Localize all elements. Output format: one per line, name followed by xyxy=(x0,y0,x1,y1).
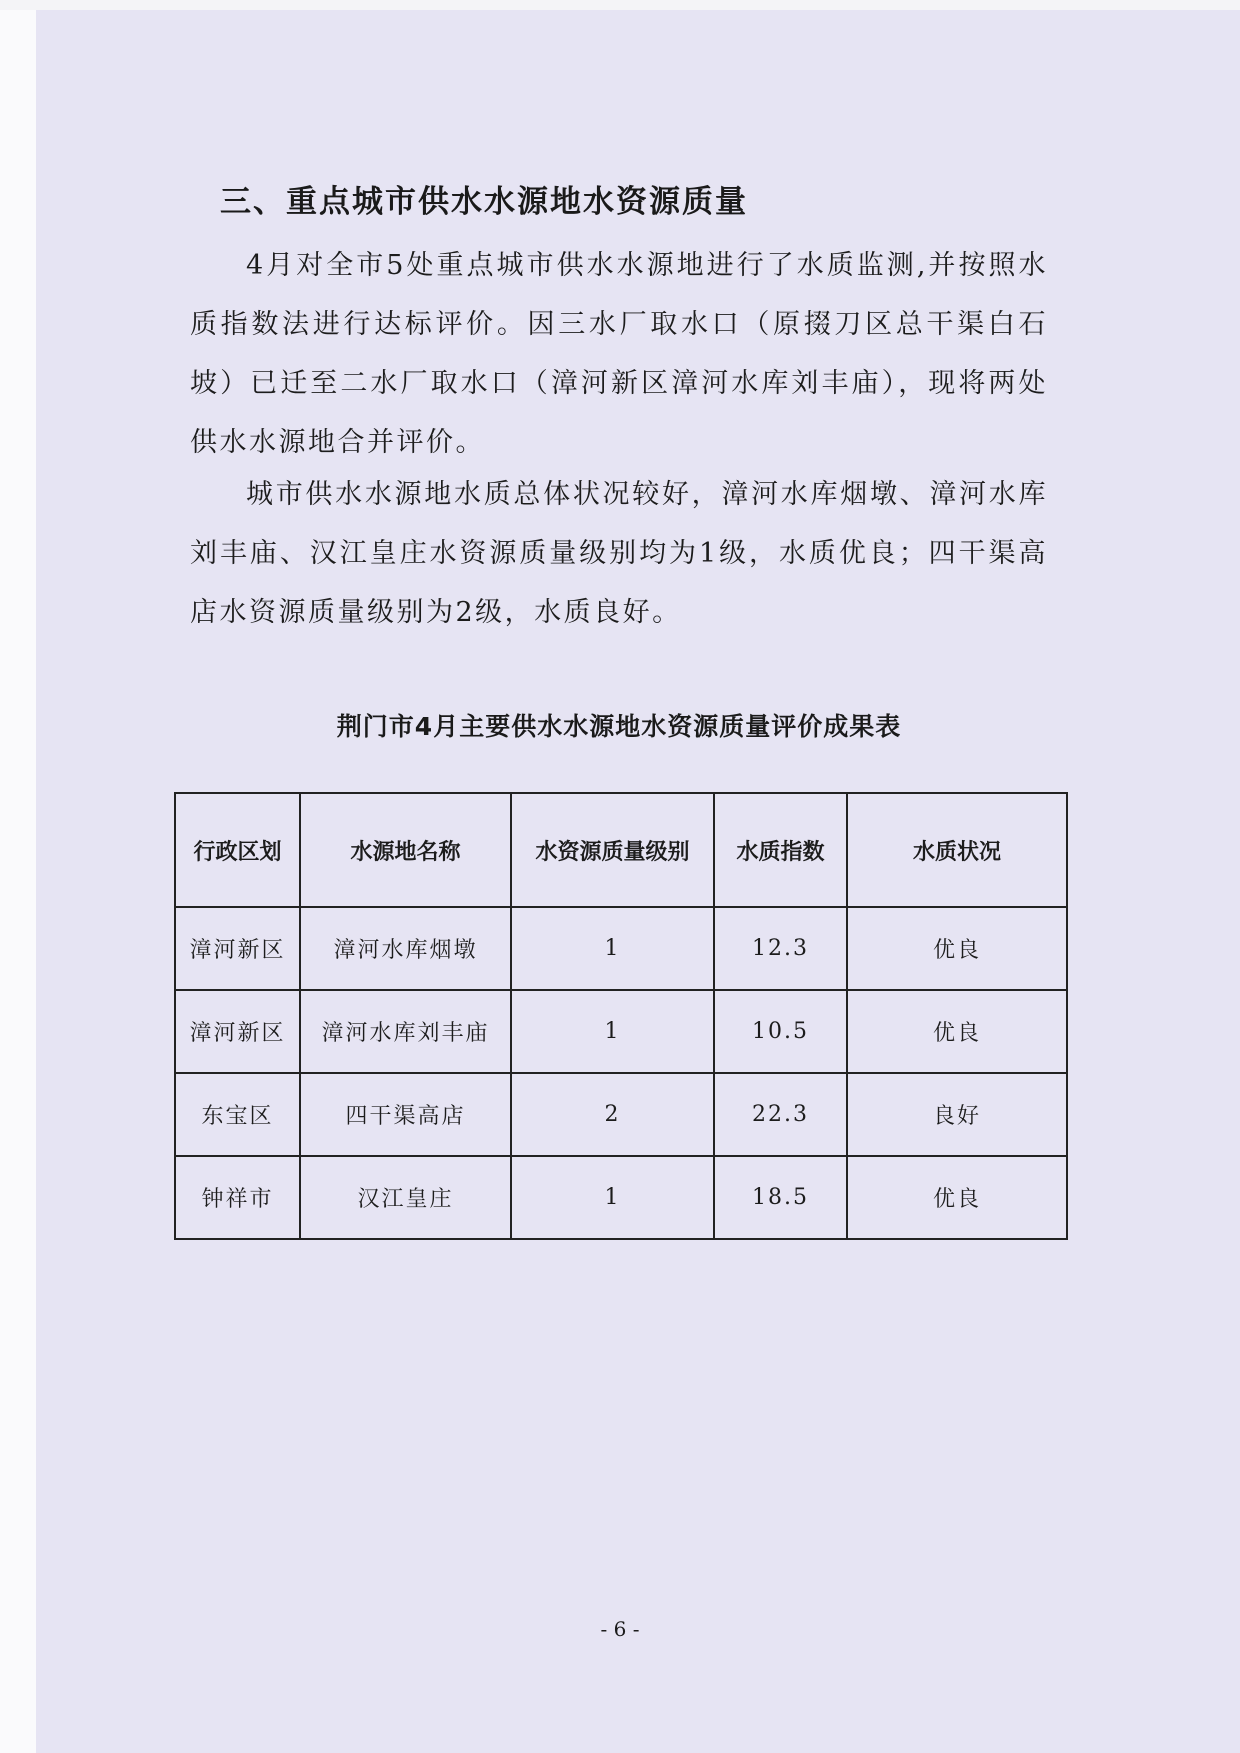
water-quality-table xyxy=(174,792,1068,1240)
header-district: 行政区划 xyxy=(175,793,300,907)
header-quality-level: 水资源质量级别 xyxy=(511,793,714,907)
cell-district: 漳河新区 xyxy=(175,907,300,990)
paragraph-monitoring: 4月对全市5处重点城市供水水源地进行了水质监测,并按照水质指数法进行达标评价。因三水厂取水口（原掇刀区总干渠白石坡）已迁至二水厂取水口（漳河新区漳河水库刘丰庙），现将两处供水水源地合并评价。 xyxy=(190,250,1048,458)
cell-quality-status: 良好 xyxy=(847,1073,1067,1156)
table-header-row xyxy=(175,793,1067,907)
section-heading: 三、重点城市供水水源地水资源质量 xyxy=(220,184,748,220)
table-caption: 荆门市4月主要供水水源地水资源质量评价成果表 xyxy=(336,712,902,741)
cell-source-name: 漳河水库烟墩 xyxy=(300,907,511,990)
cell-quality-status: 优良 xyxy=(847,990,1067,1073)
cell-quality-level: 1 xyxy=(511,907,714,990)
cell-quality-level: 1 xyxy=(511,990,714,1073)
header-quality-status: 水质状况 xyxy=(847,793,1067,907)
cell-quality-status: 优良 xyxy=(847,1156,1067,1239)
table-row xyxy=(175,990,1067,1073)
cell-source-name: 漳河水库刘丰庙 xyxy=(300,990,511,1073)
cell-source-name: 汉江皇庄 xyxy=(300,1156,511,1239)
scan-left-margin xyxy=(0,10,36,1753)
cell-source-name: 四干渠高店 xyxy=(300,1073,511,1156)
cell-quality-level: 2 xyxy=(511,1073,714,1156)
cell-quality-index: 22.3 xyxy=(714,1073,847,1156)
table-row xyxy=(175,1073,1067,1156)
cell-district: 钟祥市 xyxy=(175,1156,300,1239)
cell-quality-index: 18.5 xyxy=(714,1156,847,1239)
header-quality-index: 水质指数 xyxy=(714,793,847,907)
cell-quality-level: 1 xyxy=(511,1156,714,1239)
cell-district: 东宝区 xyxy=(175,1073,300,1156)
scan-top-edge xyxy=(0,0,1240,10)
cell-quality-status: 优良 xyxy=(847,907,1067,990)
table-row xyxy=(175,907,1067,990)
paragraph-overall-status: 城市供水水源地水质总体状况较好，漳河水库烟墩、漳河水库刘丰庙、汉江皇庄水资源质量级别均为1级，水质优良；四干渠高店水资源质量级别为2级，水质良好。 xyxy=(190,479,1048,628)
header-source-name: 水源地名称 xyxy=(300,793,511,907)
cell-quality-index: 12.3 xyxy=(714,907,847,990)
cell-quality-index: 10.5 xyxy=(714,990,847,1073)
table-row xyxy=(175,1156,1067,1239)
cell-district: 漳河新区 xyxy=(175,990,300,1073)
page-number: - 6 - xyxy=(600,1617,640,1641)
